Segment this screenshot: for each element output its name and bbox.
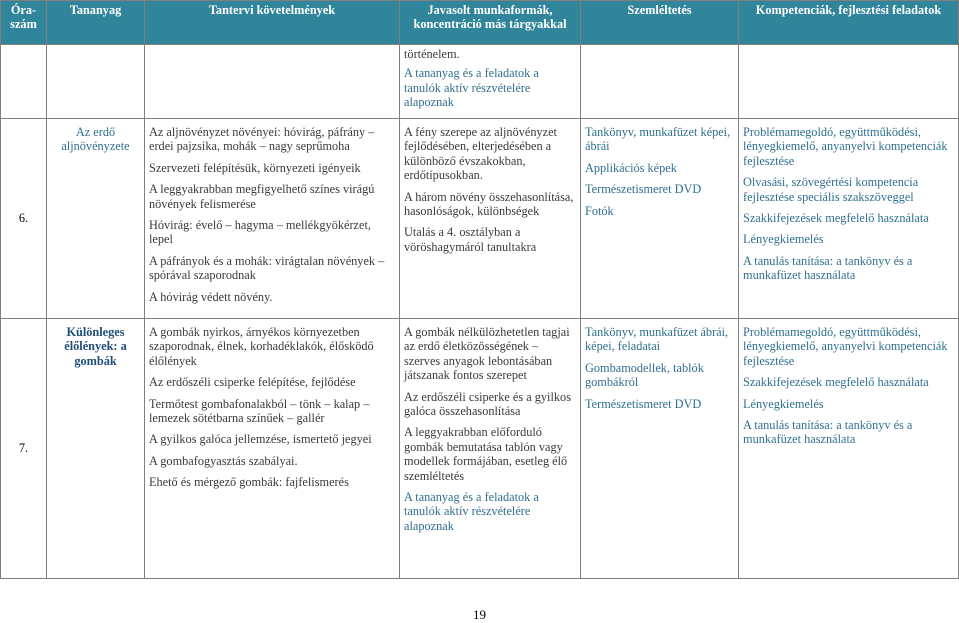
header-row <box>1 1 959 45</box>
competencies-cell <box>739 119 959 319</box>
requirement-item: A hóvirág védett növény. <box>149 289 273 304</box>
requirement-item: Az aljnövényzet növényei: hóvirág, páfrány – erdei pajzsika, mohák – nagy seprűmoha <box>149 125 375 154</box>
competency-item: A tanulás tanítása: a tankönyv és a munkafüzet használata <box>743 418 913 447</box>
header-competencies: Kompetenciák, fejlesztési feladatok <box>739 1 959 45</box>
competencies-cell <box>739 319 959 579</box>
visualization-item: Fotók <box>585 203 614 218</box>
work-form-item: A három növény összehasonlítása, hasonlóságok, különbségek <box>404 189 574 219</box>
header-visualization: Szemléltetés <box>581 1 739 45</box>
topic-title: Különleges élőlények: a gombák <box>64 325 127 368</box>
visualization-item: Applikációs képek <box>585 160 677 175</box>
continuation-line: A tananyag és a feladatok a tanulók aktív részvételére alapoznak <box>404 66 539 110</box>
lesson-number: 6. <box>1 119 47 319</box>
requirement-item: A leggyakrabban megfigyelhető színes virágú növények felismerése <box>149 182 375 211</box>
competency-item: Lényegkiemelés <box>743 396 824 411</box>
topic-cell <box>47 319 145 579</box>
requirement-item: A gyilkos galóca jellemzése, ismertető jegyei <box>149 432 372 447</box>
visualization-item: Tankönyv, munkafüzet képei, ábrái <box>585 125 731 154</box>
competency-item: Problémamegoldó, együttműködési, lényegkiemelő, anyanyelvi kompetenciák fejlesztése <box>743 325 948 368</box>
work-form-item: Utalás a 4. osztályban a vöröshagymáról tanultakra <box>404 225 537 254</box>
topic-cell <box>47 119 145 319</box>
requirements-cell <box>145 119 400 319</box>
work-forms-cell <box>400 319 581 579</box>
continuation-line: történelem. <box>404 47 460 61</box>
continuation-work-cell <box>400 45 581 119</box>
work-form-item: A tananyag és a feladatok a tanulók aktív részvételére alapoznak <box>404 490 539 533</box>
requirement-item: A gombák nyirkos, árnyékos környezetben szaporodnak, élnek, korhadéklakók, élősködő élőlények <box>149 325 374 368</box>
competency-item: Szakkifejezések megfelelő használata <box>743 375 929 390</box>
header-topic: Tananyag <box>47 1 145 45</box>
competency-item: Szakkifejezések megfelelő használata <box>743 211 929 226</box>
visualization-item: Természetismeret DVD <box>585 396 702 411</box>
header-requirements: Tantervi követelmények <box>145 1 400 45</box>
requirement-item: Hóvirág: évelő – hagyma – mellékgyökérzet, lepel <box>149 218 371 247</box>
lesson-number: 7. <box>1 319 47 579</box>
continuation-row <box>1 45 959 119</box>
competency-item: A tanulás tanítása: a tankönyv és a munkafüzet használata <box>743 253 913 283</box>
visualization-item: Természetismeret DVD <box>585 182 702 197</box>
header-work-forms: Javasolt munkaformák, koncentráció más tárgyakkal <box>400 1 581 45</box>
visualization-cell <box>581 119 739 319</box>
header-lesson-number: Óra-szám <box>1 1 47 45</box>
requirements-cell <box>145 319 400 579</box>
lesson-row-7 <box>1 319 959 579</box>
requirement-item: Ehető és mérgező gombák: fajfelismerés <box>149 475 349 490</box>
visualization-item: Tankönyv, munkafüzet ábrái, képei, feladatai <box>585 325 729 354</box>
page-number: 19 <box>473 607 486 622</box>
visualization-cell <box>581 319 739 579</box>
requirement-item: Az erdőszéli csiperke felépítése, fejlődése <box>149 375 356 390</box>
requirement-item: A páfrányok és a mohák: virágtalan növények – spórával szaporodnak <box>149 253 385 283</box>
competency-item: Lényegkiemelés <box>743 232 824 247</box>
work-form-item: A gombák nélkülözhetetlen tagjai az erdő életközösségének – szerves anyagok lebontásában játszanak fontos szerepet <box>404 325 570 383</box>
requirement-item: A gombafogyasztás szabályai. <box>149 453 298 468</box>
visualization-item: Gombamodellek, tablók gombákról <box>585 360 704 390</box>
competency-item: Olvasási, szövegértési kompetencia fejlesztése speciális szakszöveggel <box>743 175 919 204</box>
work-form-item: A fény szerepe az aljnövényzet fejlődésében, elterjedésében a különböző évszakokban, erdőtípusokban. <box>404 125 557 183</box>
work-form-item: A leggyakrabban előforduló gombák bemutatása tablón vagy modellek formájában, esetleg élő szemléltetés <box>404 425 568 483</box>
requirement-item: Szervezeti felépítésük, környezeti igényeik <box>149 160 361 175</box>
lesson-row-6 <box>1 119 959 319</box>
topic-title: Az erdő aljnövényzete <box>61 125 130 154</box>
competency-item: Problémamegoldó, együttműködési, lényegkiemelő, anyanyelvi kompetenciák fejlesztése <box>743 125 948 168</box>
work-forms-cell <box>400 119 581 319</box>
requirement-item: Termőtest gombafonalakból – tönk – kalap – lemezek sötétbarna színűek – gallér <box>149 396 370 426</box>
work-form-item: Az erdőszéli csiperke és a gyilkos galóca összehasonlítása <box>404 389 571 419</box>
